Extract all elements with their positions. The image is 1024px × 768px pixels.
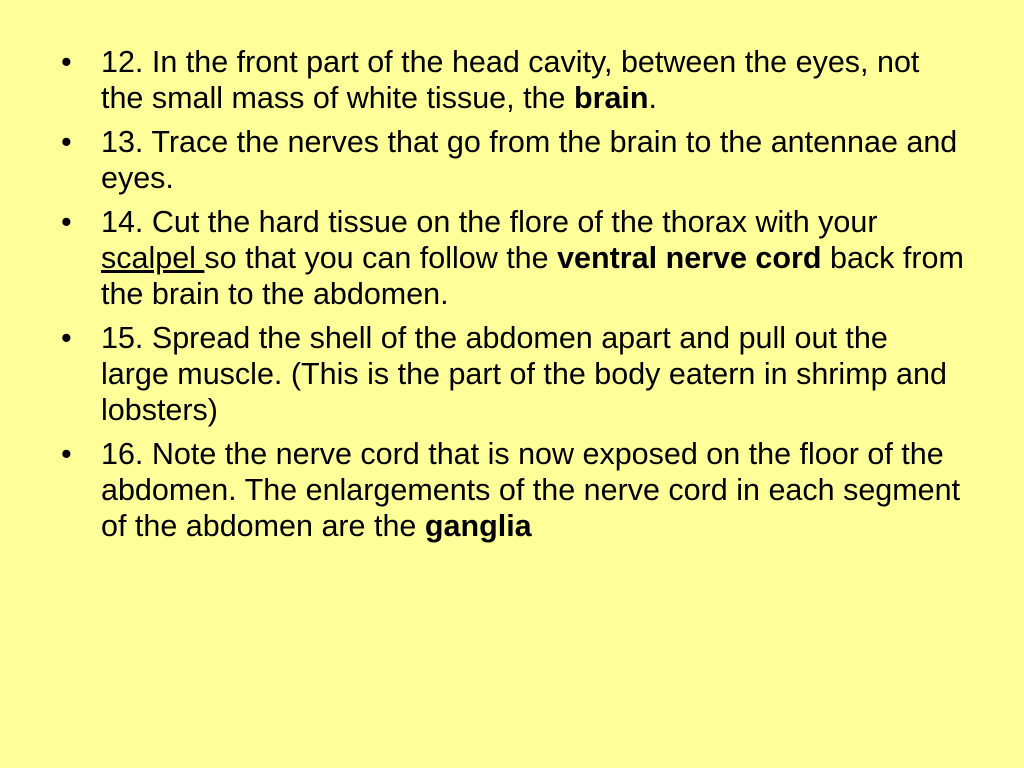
text-segment: 14. Cut the hard tissue on the flore of the thorax with your — [101, 205, 878, 239]
bullet-list — [60, 44, 964, 544]
bullet-dot-icon: • — [61, 437, 72, 471]
text-segment: 13. Trace the nerves that go from the brain to the antennae and eyes. — [101, 125, 958, 195]
text-segment: 16. Note the nerve cord that is now exposed on the floor of the abdomen. The enlargements of the nerve cord in each segment of the abdomen are the — [101, 437, 961, 543]
bullet-dot-icon: • — [61, 205, 72, 239]
bullet-item-12 — [60, 44, 964, 116]
bullet-item-16 — [60, 436, 964, 544]
text-segment: . — [648, 81, 658, 115]
text-segment: so that you can follow the — [204, 241, 558, 275]
bullet-dot-icon: • — [61, 125, 72, 159]
term-brain: brain — [573, 81, 649, 115]
term-ganglia: ganglia — [424, 509, 532, 543]
bullet-text — [101, 205, 964, 311]
bullet-item-13 — [60, 124, 964, 196]
bullet-item-15 — [60, 320, 964, 428]
bullet-dot-icon: • — [61, 45, 72, 79]
text-segment: back from the brain to the abdomen. — [101, 241, 964, 311]
bullet-text — [101, 321, 947, 427]
term-ventral-nerve-cord: ventral nerve cord — [557, 241, 822, 275]
text-segment: 12. In the front part of the head cavity, between the eyes, not the small mass of white tissue, the — [101, 45, 920, 115]
text-segment: 15. Spread the shell of the abdomen apart and pull out the large muscle. (This is the part of the body eatern in shrimp and lobsters) — [101, 321, 947, 427]
bullet-text — [101, 125, 957, 195]
term-scalpel: scalpel — [101, 241, 205, 275]
bullet-dot-icon: • — [61, 321, 72, 355]
bullet-text — [101, 437, 960, 543]
bullet-item-14 — [60, 204, 964, 312]
bullet-text — [101, 45, 919, 115]
